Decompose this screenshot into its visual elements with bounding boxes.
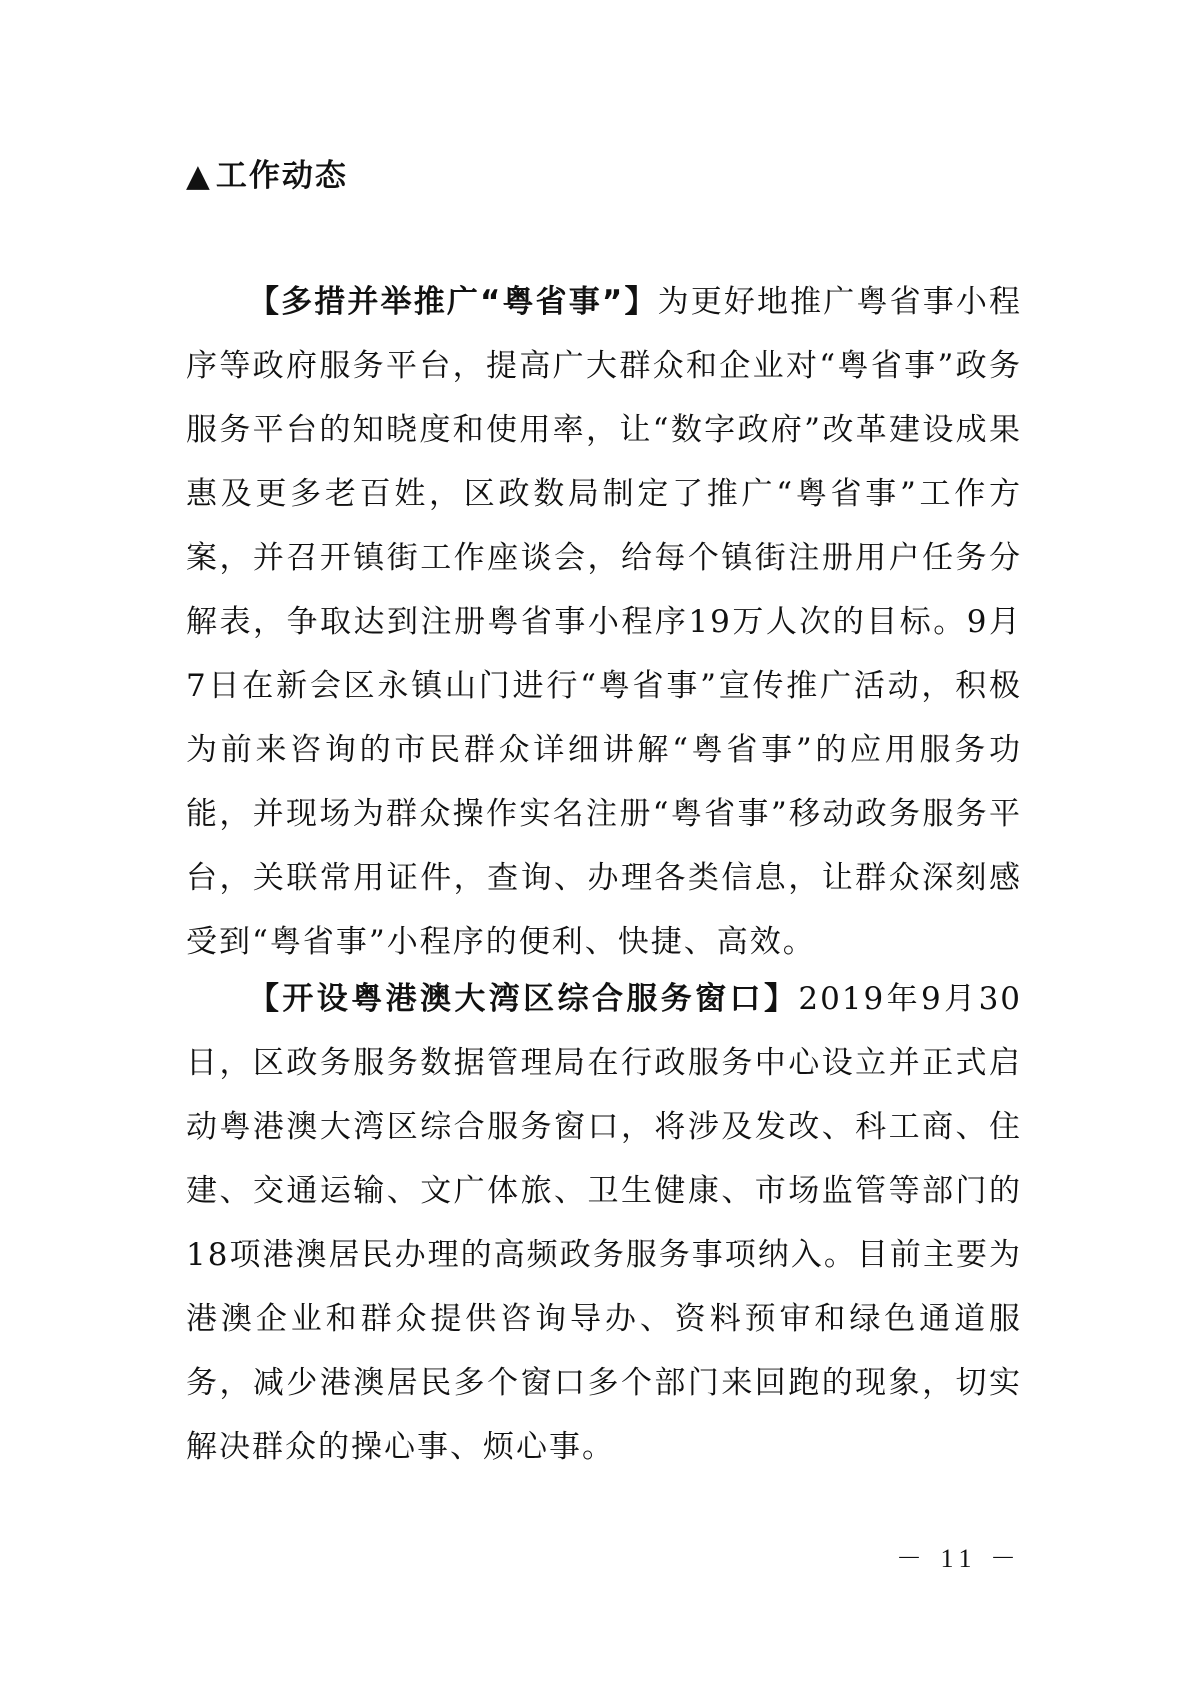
triangle-marker-icon: ▲ (186, 158, 212, 194)
page-number: － 11 － (895, 1544, 1022, 1573)
section-heading (186, 150, 348, 195)
section-title: 工作动态 (215, 158, 348, 194)
article-body: 为更好地推广粤省事小程序等政府服务平台，提高广大群众和企业对“粤省事”政务服务平台的知晓度和使用率，让“数字政府”改革建设成果惠及更多老百姓，区政数局制定了推广“粤省事”工作方案，并召开镇街工作座谈会，给每个镇街注册用户任务分解表，争取达到注册粤省事小程序19万人次的目标。9月7日在新会区永镇山门进行“粤省事”宣传推广活动，积极为前来咨询的市民群众详细讲解“粤省事”的应用服务功能，并现场为群众操作实名注册“粤省事”移动政务服务平台，关联常用证件，查询、办理各类信息，让群众深刻感受到“粤省事”小程序的便利、快捷、高效。 (186, 284, 1023, 960)
article-lead: 【多措并举推广“粤省事”】 (248, 284, 658, 320)
article-2 (186, 967, 1022, 1479)
article-1 (186, 270, 1022, 974)
article-paragraph (186, 270, 1022, 974)
article-paragraph (186, 967, 1022, 1479)
article-body: 2019年9月30日，区政务服务数据管理局在行政服务中心设立并正式启动粤港澳大湾区综合服务窗口，将涉及发改、科工商、住建、交通运输、文广体旅、卫生健康、市场监管等部门的18项港澳居民办理的高频政务服务事项纳入。目前主要为港澳企业和群众提供咨询导办、资料预审和绿色通道服务，减少港澳居民多个窗口多个部门来回跑的现象，切实解决群众的操心事、烦心事。 (186, 981, 1023, 1465)
article-lead: 【开设粤港澳大湾区综合服务窗口】 (248, 981, 799, 1017)
